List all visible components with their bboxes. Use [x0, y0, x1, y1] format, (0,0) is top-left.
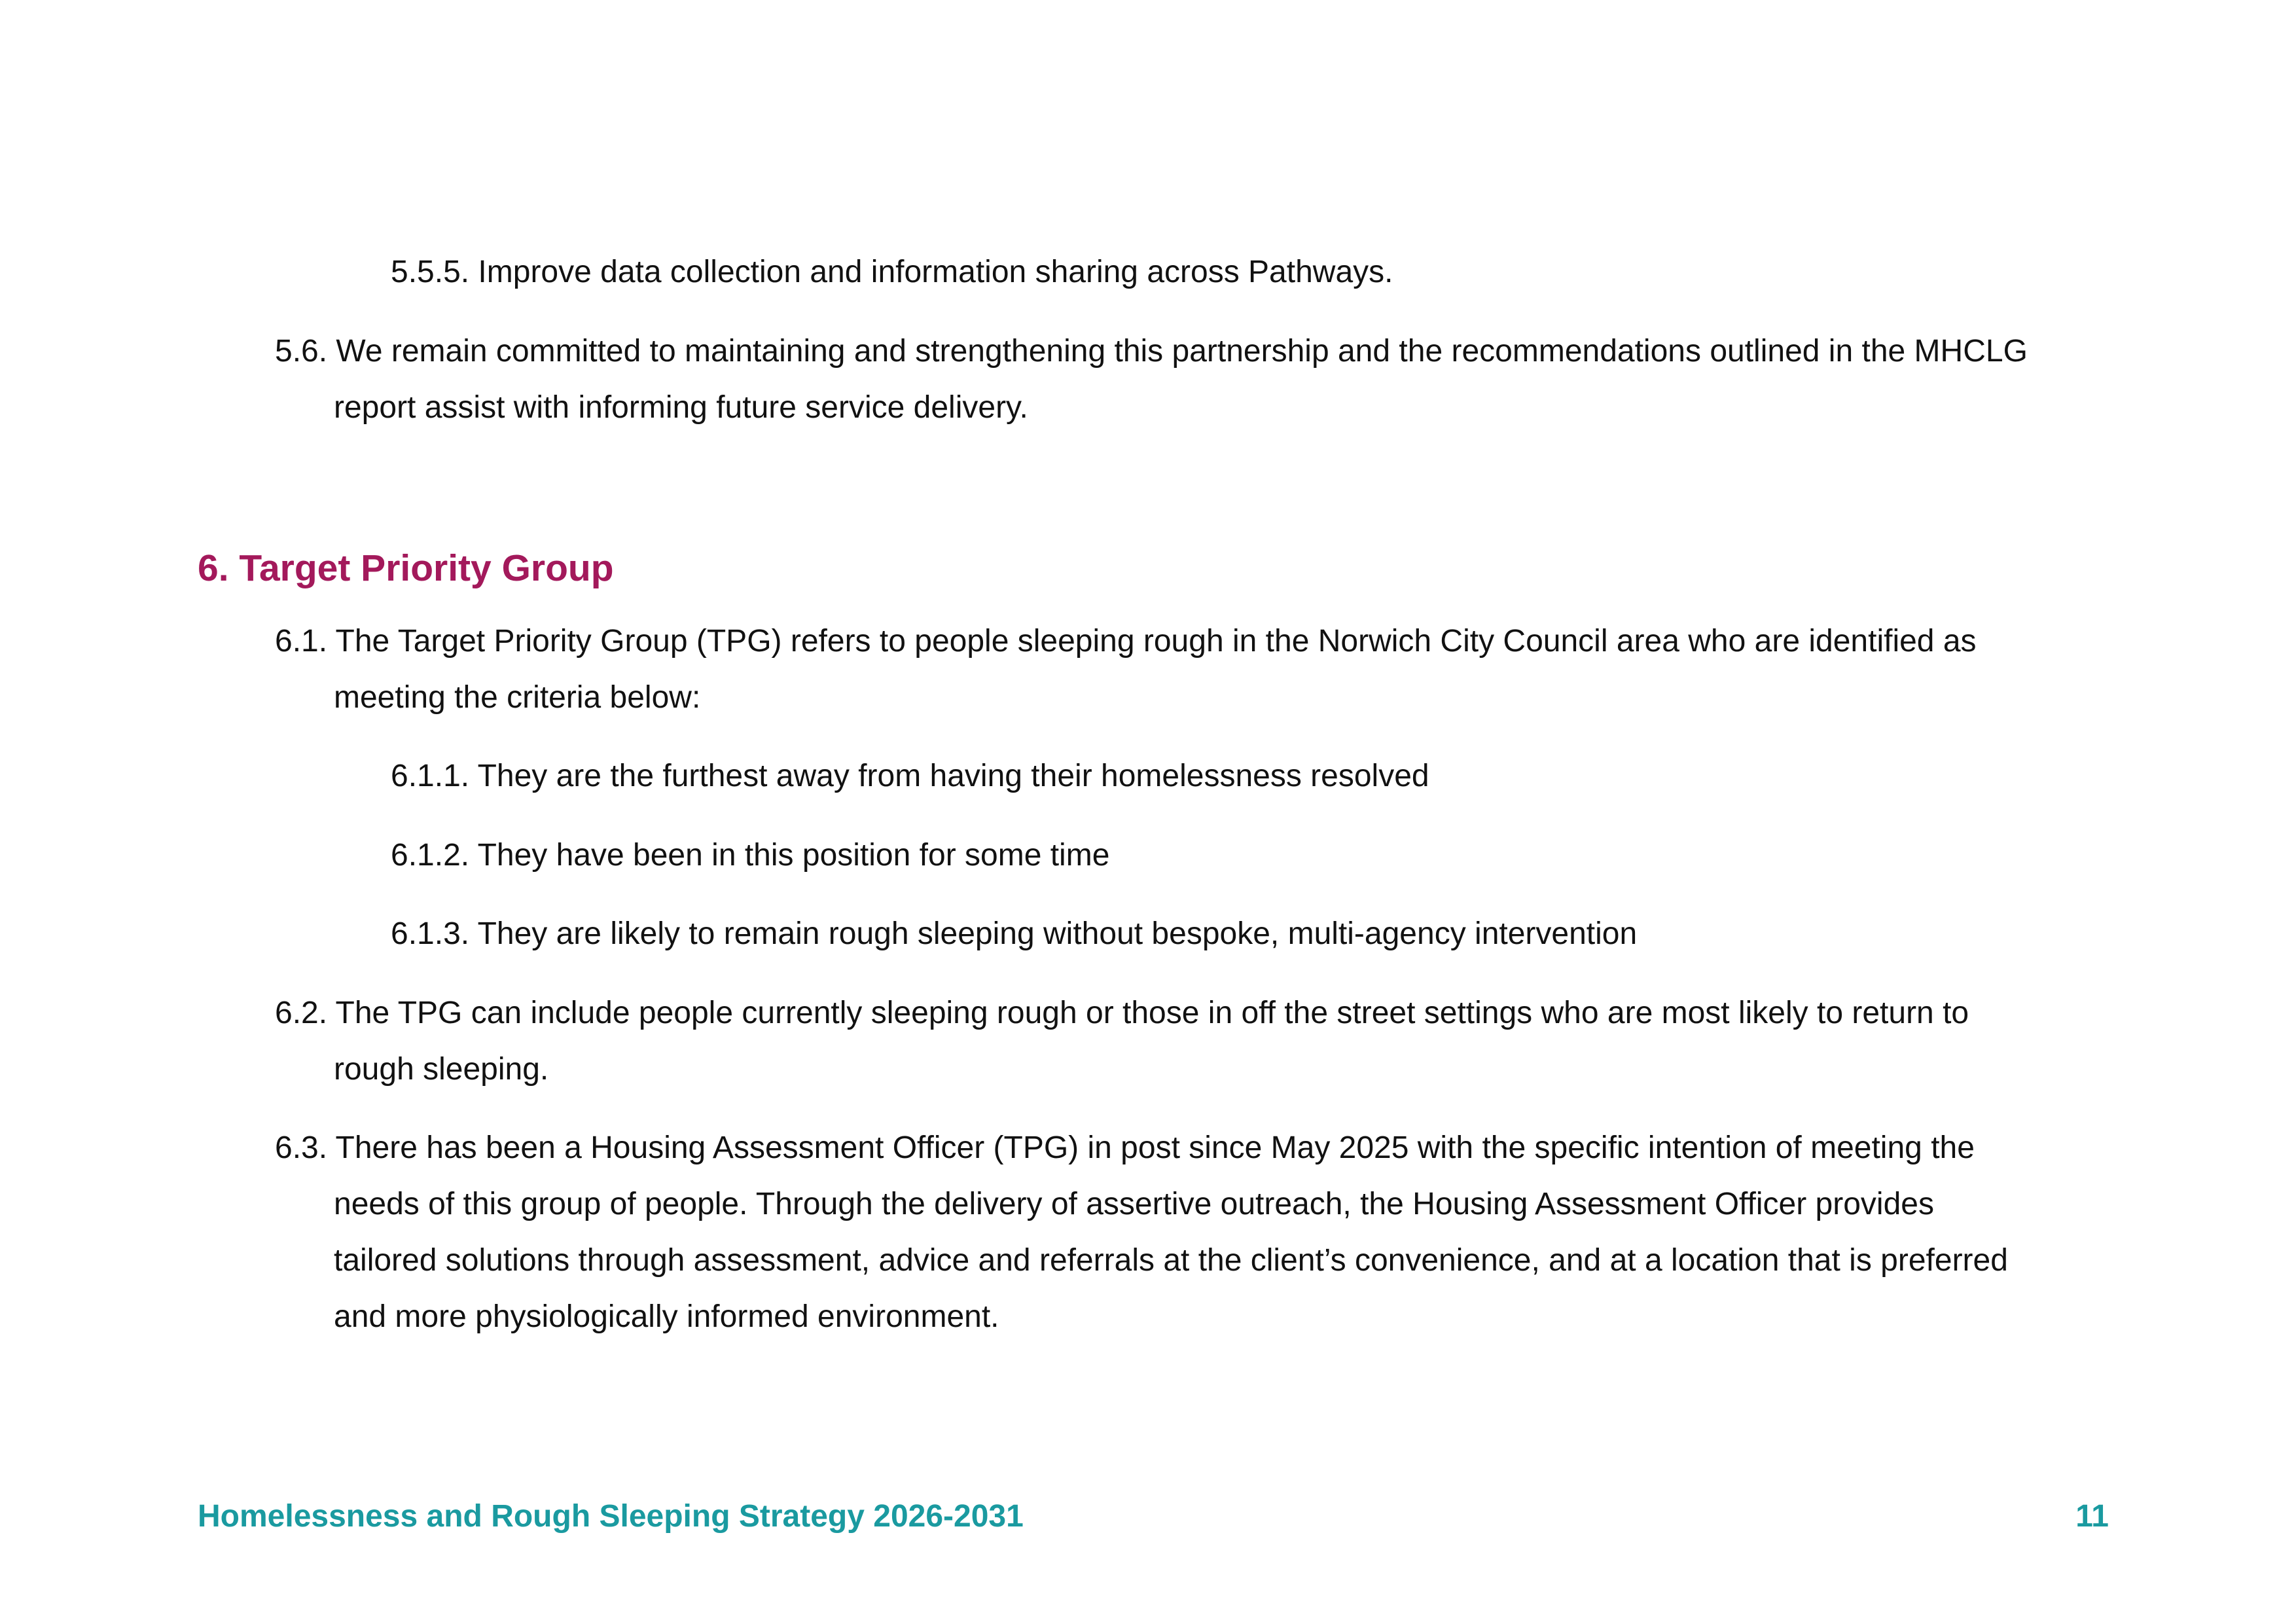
footer-title: Homelessness and Rough Sleeping Strategy 2026-2031	[198, 1499, 1024, 1534]
page-number: 11	[2075, 1499, 2109, 1534]
item-6-3-line-1: 6.3. There has been a Housing Assessment Officer (TPG) in post since May 2025 with the specific intention of meeting the	[275, 1130, 1975, 1165]
item-6-3-line-2: needs of this group of people. Through the delivery of assertive outreach, the Housing Assessment Officer provides	[334, 1187, 1934, 1221]
item-5-5-5: 5.5.5. Improve data collection and information sharing across Pathways.	[391, 255, 1393, 289]
item-6-1-line-2: meeting the criteria below:	[334, 680, 701, 715]
item-6-1-line-1: 6.1. The Target Priority Group (TPG) refers to people sleeping rough in the Norwich City Council area who are identified as	[275, 624, 1977, 659]
item-6-1-3: 6.1.3. They are likely to remain rough sleeping without bespoke, multi-agency intervention	[391, 916, 1638, 951]
item-5-6-line-2: report assist with informing future service delivery.	[334, 390, 1028, 425]
item-6-3-line-4: and more physiologically informed environment.	[334, 1299, 999, 1334]
section-6-heading: 6. Target Priority Group	[198, 547, 614, 589]
item-6-1-1: 6.1.1. They are the furthest away from having their homelessness resolved	[391, 759, 1429, 793]
item-6-2-line-2: rough sleeping.	[334, 1052, 549, 1087]
item-6-1-2: 6.1.2. They have been in this position for some time	[391, 838, 1110, 873]
item-6-3-line-3: tailored solutions through assessment, advice and referrals at the client’s convenience, and at a location that is preferred	[334, 1243, 2008, 1278]
item-6-2-line-1: 6.2. The TPG can include people currently sleeping rough or those in off the street settings who are most likely to return to	[275, 996, 1969, 1030]
item-5-6-line-1: 5.6. We remain committed to maintaining and strengthening this partnership and the recommendations outlined in the MHCLG	[275, 334, 2028, 369]
